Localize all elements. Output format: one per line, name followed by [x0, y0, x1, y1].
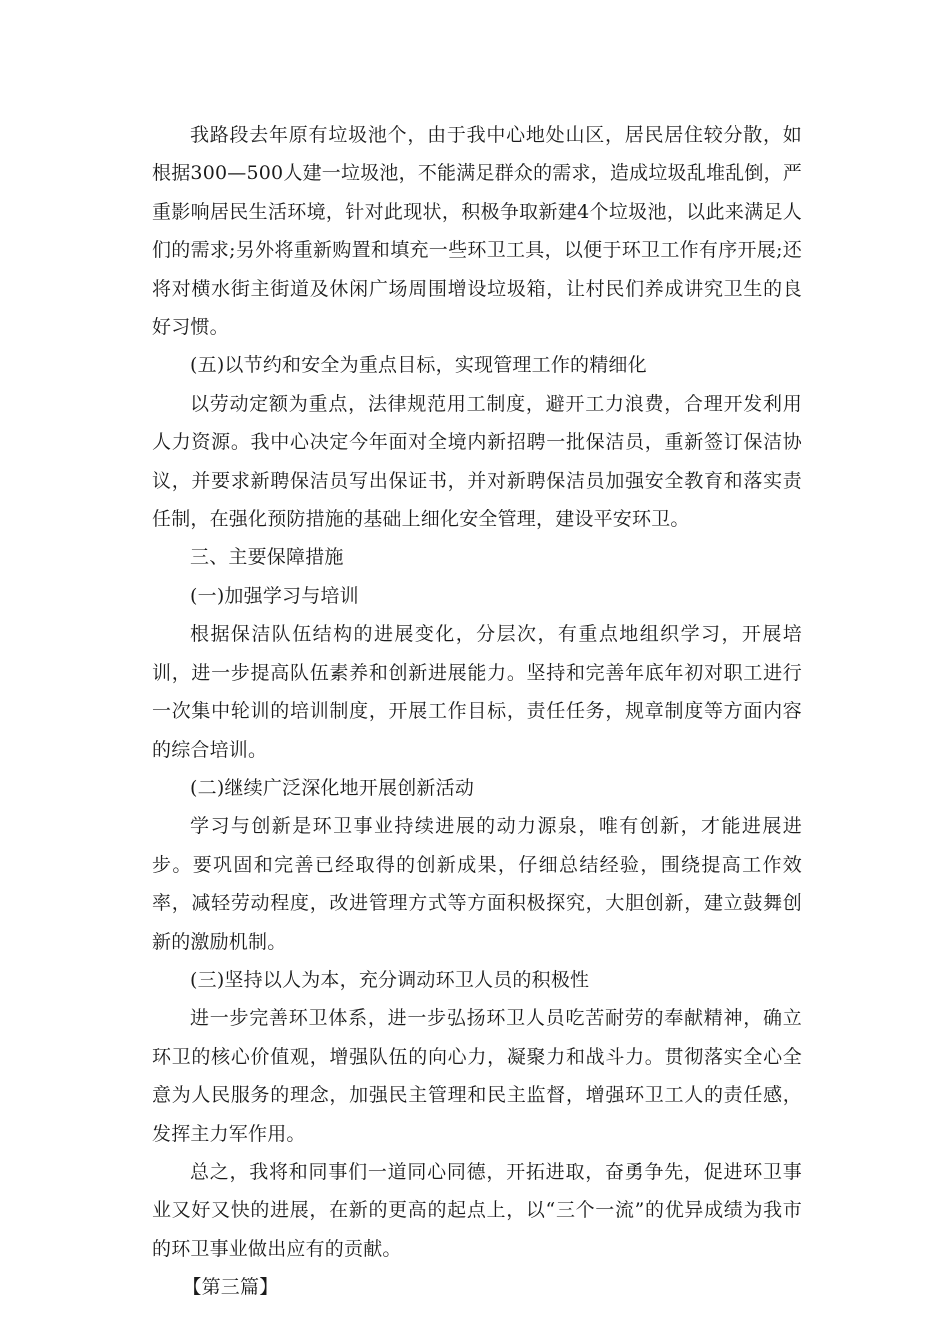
heading-section-5: (五)以节约和安全为重点目标，实现管理工作的精细化 — [190, 354, 647, 377]
paragraph-conclusion: 总之，我将和同事们一道同心同德，开拓进取，奋勇争先，促进环卫事业又好又快的进展，在新的更高的起点上，以“三个一流”的优异成绩为我市的环卫事业做出应有的贡献。 — [152, 1160, 802, 1260]
heading-measure-1: (一)加强学习与培训 — [190, 584, 359, 607]
paragraph-labor-quota: 以劳动定额为重点，法律规范用工制度，避开工力浪费，合理开发利用人力资源。我中心决定今年面对全境内新招聘一批保洁员，重新签订保洁协议，并要求新聘保洁员写出保证书，并对新聘保洁员加强安全教育和落实责任制，在强化预防措施的基础上细化安全管理，建设平安环卫。 — [152, 392, 802, 531]
paragraph-people-oriented: 进一步完善环卫体系，进一步弘扬环卫人员吃苦耐劳的奉献精神，确立环卫的核心价值观，增强队伍的向心力，凝聚力和战斗力。贯彻落实全心全意为人民服务的理念，加强民主管理和民主监督，增强环卫工人的责任感，发挥主力军作用。 — [152, 1007, 802, 1145]
document-body — [152, 116, 802, 1307]
heading-measure-3: (三)坚持以人为本，充分调动环卫人员的积极性 — [190, 968, 590, 991]
paragraph-training: 根据保洁队伍结构的进展变化，分层次，有重点地组织学习，开展培训，进一步提高队伍素养和创新进展能力。坚持和完善年底年初对职工进行一次集中轮训的培训制度，开展工作目标，责任任务，规章制度等方面内容的综合培训。 — [152, 623, 802, 761]
heading-measure-2: (二)继续广泛深化地开展创新活动 — [190, 776, 475, 799]
paragraph-garbage-pools: 我路段去年原有垃圾池个，由于我中心地处山区，居民居住较分散，如根据300—500人建一垃圾池，不能满足群众的需求，造成垃圾乱堆乱倒，严重影响居民生活环境，针对此现状，积极争取新建4个垃圾池，以此来满足人们的需求;另外将重新购置和填充一些环卫工具，以便于环卫工作有序开展;还将对横水街主街道及休闲广场周围增设垃圾箱，让村民们养成讲究卫生的良好习惯。 — [152, 124, 802, 339]
paragraph-innovation: 学习与创新是环卫事业持续进展的动力源泉，唯有创新，才能进展进步。要巩固和完善已经取得的创新成果，仔细总结经验，围绕提高工作效率，减轻劳动程度，改进管理方式等方面积极探究，大胆创新，建立鼓舞创新的激励机制。 — [152, 815, 802, 953]
chapter-heading-third: 【第三篇】 — [182, 1276, 279, 1299]
heading-main-measures: 三、主要保障措施 — [190, 546, 344, 569]
